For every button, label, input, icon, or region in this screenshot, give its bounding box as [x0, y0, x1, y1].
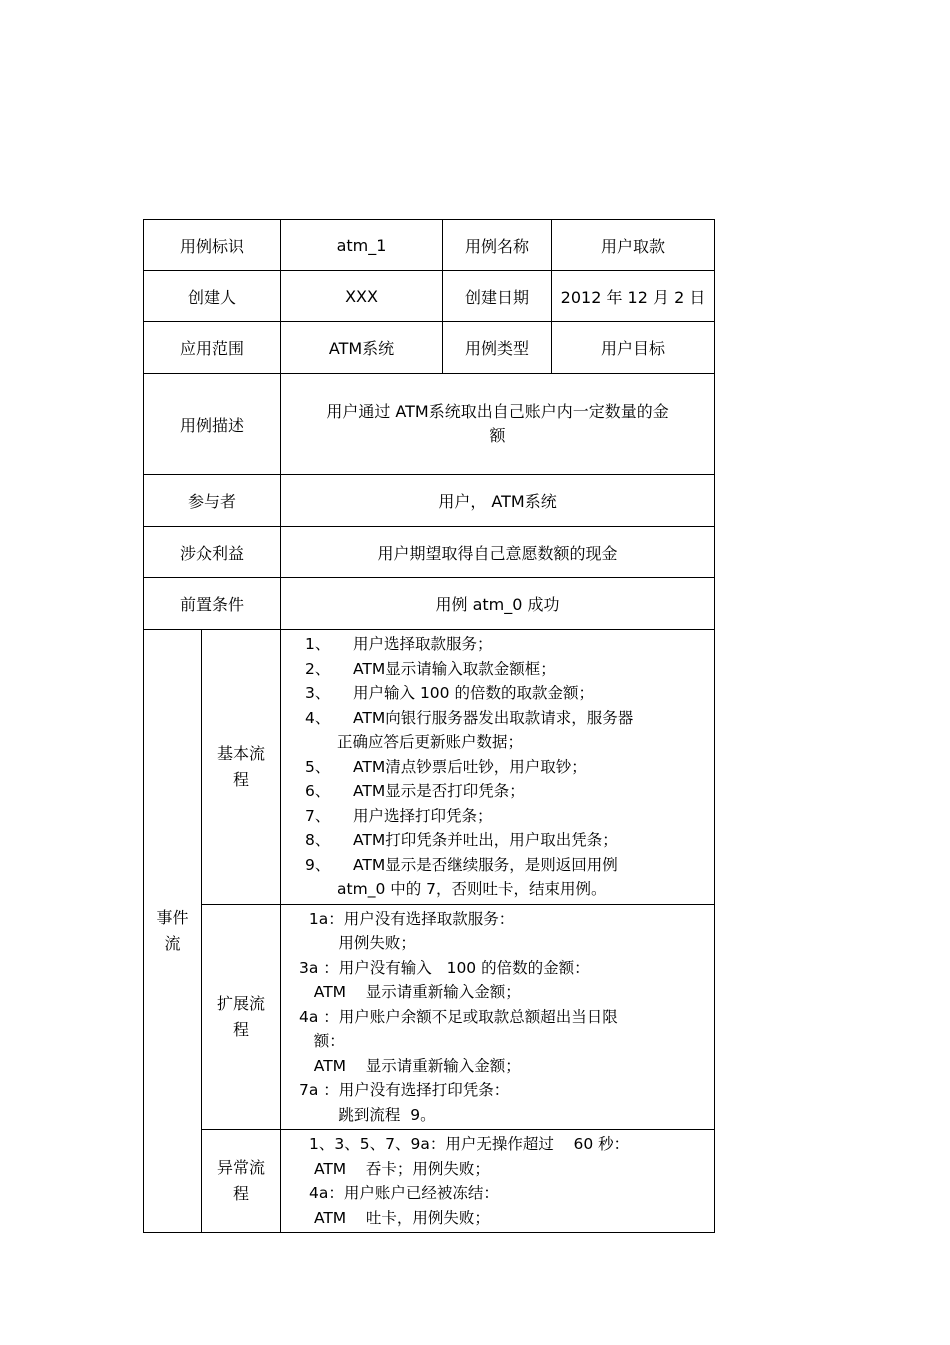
flow-line: ATM 显示请重新输入金额；: [299, 1056, 521, 1075]
field-label: 用例类型: [443, 322, 552, 374]
description-value: [281, 374, 715, 475]
table-row: [144, 271, 715, 322]
precondition-value: 用例 atm_0 成功: [281, 578, 715, 630]
step-text: ATM清点钞票后吐钞，用户取钞；: [353, 757, 587, 776]
field-value: 用户目标: [552, 322, 715, 374]
flow-step: [305, 657, 710, 682]
extension-flow-label-line: 程: [233, 1019, 250, 1039]
step-number: 9、: [305, 855, 331, 874]
step-text: 用户选择打印凭条；: [353, 806, 493, 825]
flow-step: [305, 804, 710, 829]
step-number: 8、: [305, 831, 331, 849]
step-text: ATM向银行服务器发出取款请求，服务器: [353, 708, 634, 727]
step-number: 2、: [305, 659, 331, 678]
exception-flow-label-line: 异常流: [217, 1158, 266, 1177]
field-label: 用例名称: [443, 220, 552, 271]
table-row: [144, 904, 715, 1130]
step-text: ATM显示是否继续服务，是则返回用例: [353, 855, 618, 874]
exception-flow-label: [202, 1130, 281, 1233]
flow-step: [305, 706, 710, 731]
extension-flow-label-line: 扩展流: [217, 993, 266, 1013]
field-label: 用例标识: [144, 220, 281, 271]
flow-line: 4a ：用户账户余额不足或取款总额超出当日限: [299, 1007, 618, 1026]
flow-step-continued: atm_0 中的 7，否则吐卡，结束用例。: [337, 880, 607, 898]
stakeholders-value: 用户期望取得自己意愿数额的现金: [281, 527, 715, 578]
description-line: 用户通过 ATM系统取出自己账户内一定数量的金: [326, 402, 669, 421]
field-label: 参与者: [144, 475, 281, 527]
flow-line: ATM 吐卡，用例失败；: [309, 1208, 490, 1227]
flow-line: 4a：用户账户已经被冻结：: [309, 1184, 499, 1202]
extension-flow-label: [202, 904, 281, 1130]
table-row: [144, 220, 715, 271]
flow-line: ATM 显示请重新输入金额；: [299, 983, 521, 1001]
extension-flow-lines: [281, 904, 715, 1130]
table-row: [144, 475, 715, 527]
step-number: 4、: [305, 708, 331, 727]
step-text: ATM显示请输入取款金额框；: [353, 659, 556, 678]
step-text: ATM显示是否打印凭条；: [353, 782, 525, 800]
step-number: 3、: [305, 684, 331, 702]
flow-step: [305, 853, 710, 878]
field-label: 用例描述: [144, 374, 281, 475]
field-label: 前置条件: [144, 578, 281, 630]
exception-flow-label-line: 程: [233, 1184, 250, 1203]
step-number: 6、: [305, 782, 331, 800]
event-flow-label: [144, 630, 202, 1233]
exception-flow-lines: [281, 1130, 715, 1233]
basic-flow-steps: [281, 630, 715, 905]
step-number: 1、: [305, 635, 331, 653]
event-flow-label-line: 流: [164, 934, 181, 953]
basic-flow-label: [202, 630, 281, 905]
step-number: 5、: [305, 757, 331, 776]
flow-line: 跳到流程 9。: [299, 1105, 436, 1124]
basic-flow-label-line: 基本流: [217, 743, 266, 763]
table-row: [144, 630, 715, 905]
table-row: [144, 322, 715, 374]
flow-step: [305, 828, 710, 853]
field-value: atm_1: [281, 220, 443, 271]
table-row: [144, 1130, 715, 1233]
flow-step: [305, 632, 710, 657]
actors-value: 用户， ATM系统: [281, 475, 715, 527]
flow-line: 额：: [299, 1032, 345, 1050]
flow-line: 1、3、5、7、9a：用户无操作超过 60 秒：: [309, 1135, 630, 1153]
event-flow-label-line: 事件: [156, 908, 189, 927]
flow-line: 1a：用户没有选择取款服务：: [299, 909, 515, 928]
description-line: 额: [489, 426, 506, 445]
flow-step-continued: 正确应答后更新账户数据；: [337, 733, 524, 751]
field-value: 2012 年 12 月 2 日: [552, 271, 715, 322]
flow-line: 7a ：用户没有选择打印凭条：: [299, 1081, 510, 1099]
field-label: 应用范围: [144, 322, 281, 374]
flow-line: 用例失败；: [299, 934, 416, 952]
step-text: 用户输入 100 的倍数的取款金额；: [353, 684, 594, 702]
step-text: 用户选择取款服务；: [353, 635, 493, 653]
step-number: 7、: [305, 806, 331, 825]
flow-step: [305, 681, 710, 706]
flow-line: 3a ：用户没有输入 100 的倍数的金额：: [299, 958, 590, 977]
step-text: ATM打印凭条并吐出，用户取出凭条；: [353, 831, 618, 849]
table-row: [144, 527, 715, 578]
use-case-table: [143, 219, 715, 1233]
field-value: XXX: [281, 271, 443, 322]
table-row: [144, 374, 715, 475]
table-row: [144, 578, 715, 630]
field-label: 创建日期: [443, 271, 552, 322]
flow-step: [305, 779, 710, 804]
basic-flow-label-line: 程: [233, 769, 250, 789]
field-value: ATM系统: [281, 322, 443, 374]
field-label: 创建人: [144, 271, 281, 322]
field-value: 用户取款: [552, 220, 715, 271]
field-label: 涉众利益: [144, 527, 281, 578]
flow-line: ATM 吞卡；用例失败；: [309, 1159, 490, 1178]
flow-step: [305, 755, 710, 780]
